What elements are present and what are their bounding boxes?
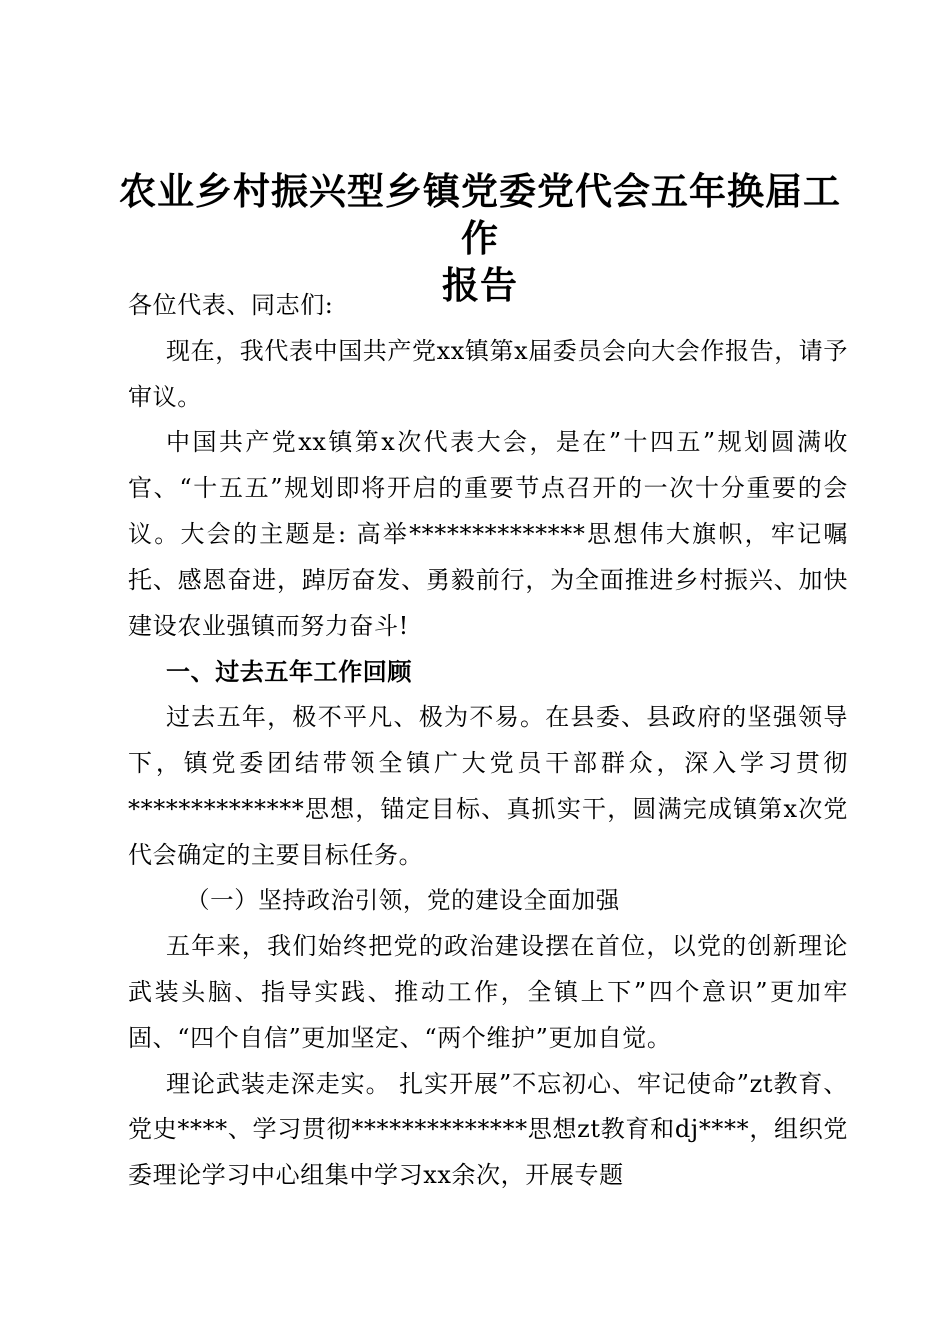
paragraph-5: 理论武装走深走实。 扎实开展”不忘初心、牢记使命”zt教育、党史****、学习贯彻**************思想zt教育和dj****，组织党委理论学习中心组集中学习xx余次，开展专题: [128, 1069, 848, 1190]
salutation: 各位代表、同志们:: [128, 291, 334, 319]
paragraph-3: 过去五年，极不平凡、极为不易。在县委、县政府的坚强领导下，镇党委团结带领全镇广大党员干部群众，深入学习贯彻**************思想，锚定目标、真抓实干，圆满完成镇第x次党代会确定的主要目标任务。: [128, 703, 848, 869]
paragraph-4: 五年来，我们始终把党的政治建设摆在首位，以党的创新理论武装头脑、指导实践、推动工作，全镇上下”四个意识”更加牢固、“四个自信”更加坚定、“两个维护”更加自觉。: [128, 932, 848, 1052]
paragraph-2: 中国共产党xx镇第x次代表大会，是在”十四五”规划圆满收官、“十五五”规划即将开启的重要节点召开的一次十分重要的会议。大会的主题是: 高举**************思想伟大旗帜，牢记嘱托、感恩奋进，踔厉奋发、勇毅前行，为全面推进乡村振兴、加快建设农业强镇而努力奋斗!: [128, 428, 848, 640]
title-line-2: 报告: [442, 263, 518, 307]
document-body: [128, 283, 848, 1199]
title-line-1: 农业乡村振兴型乡镇党委党代会五年换届工作: [119, 169, 841, 260]
paragraph-1: 现在，我代表中国共产党xx镇第x届委员会向大会作报告，请予审议。: [128, 336, 849, 411]
section-heading-1: 一、过去五年工作回顾: [166, 657, 412, 687]
subsection-heading-1: （一）坚持政治引领，党的建设全面加强: [186, 886, 620, 915]
